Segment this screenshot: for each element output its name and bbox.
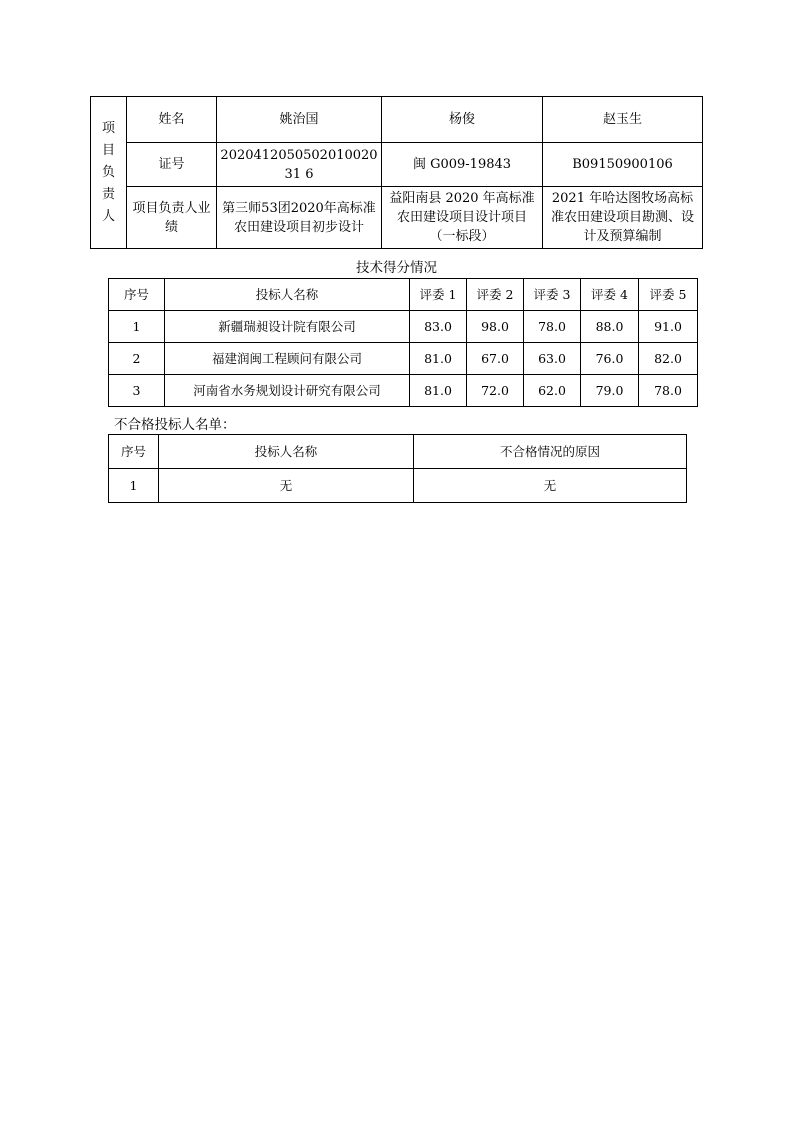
disqualified-header-row [109,435,687,469]
score-table-title: 技术得分情况 [356,260,437,276]
cert-row-label: 证号 [127,143,217,187]
header-cell: 序号 [109,279,165,311]
disqualified-table [108,434,687,503]
header-cell: 投标人名称 [165,279,410,311]
person-performance: 第三师53团2020年高标准农田建设项目初步设计 [217,187,382,249]
person-cert: 闽 G009-19843 [382,143,543,187]
disqualified-table-title: 不合格投标人名单： [114,417,236,433]
header-cell: 评委 5 [639,279,698,311]
person-name: 赵玉生 [543,97,703,143]
table-row: 2 福建润闽工程顾问有限公司 81.0 67.0 63.0 76.0 82.0 [109,343,698,375]
person-name: 杨俊 [382,97,543,143]
person-name: 姚治国 [217,97,382,143]
person-cert: 202041205050201002031 6 [217,143,382,187]
table-row: 1 新疆瑞昶设计院有限公司 83.0 98.0 78.0 88.0 91.0 [109,311,698,343]
person-performance: 益阳南县 2020 年高标准农田建设项目设计项目（一标段） [382,187,543,249]
header-cell: 序号 [109,435,159,469]
header-cell: 评委 2 [467,279,524,311]
table-row: 1 无 无 [109,469,687,503]
header-cell: 投标人名称 [159,435,414,469]
person-performance: 2021 年哈达图牧场高标准农田建设项目勘测、设计及预算编制 [543,187,703,249]
score-table [108,278,698,407]
person-cert: B09150900106 [543,143,703,187]
score-header-row [109,279,698,311]
project-leader-table [90,96,703,249]
header-cell: 评委 3 [524,279,581,311]
header-cell: 评委 1 [410,279,467,311]
header-cell: 评委 4 [581,279,639,311]
perf-row-label: 项目负责人业绩 [127,187,217,249]
header-cell: 不合格情况的原因 [414,435,687,469]
table-row: 3 河南省水务规划设计研究有限公司 81.0 72.0 62.0 79.0 78.0 [109,375,698,407]
section-label: 项 目 负 责 人 [91,97,127,249]
name-row-label: 姓名 [127,97,217,143]
